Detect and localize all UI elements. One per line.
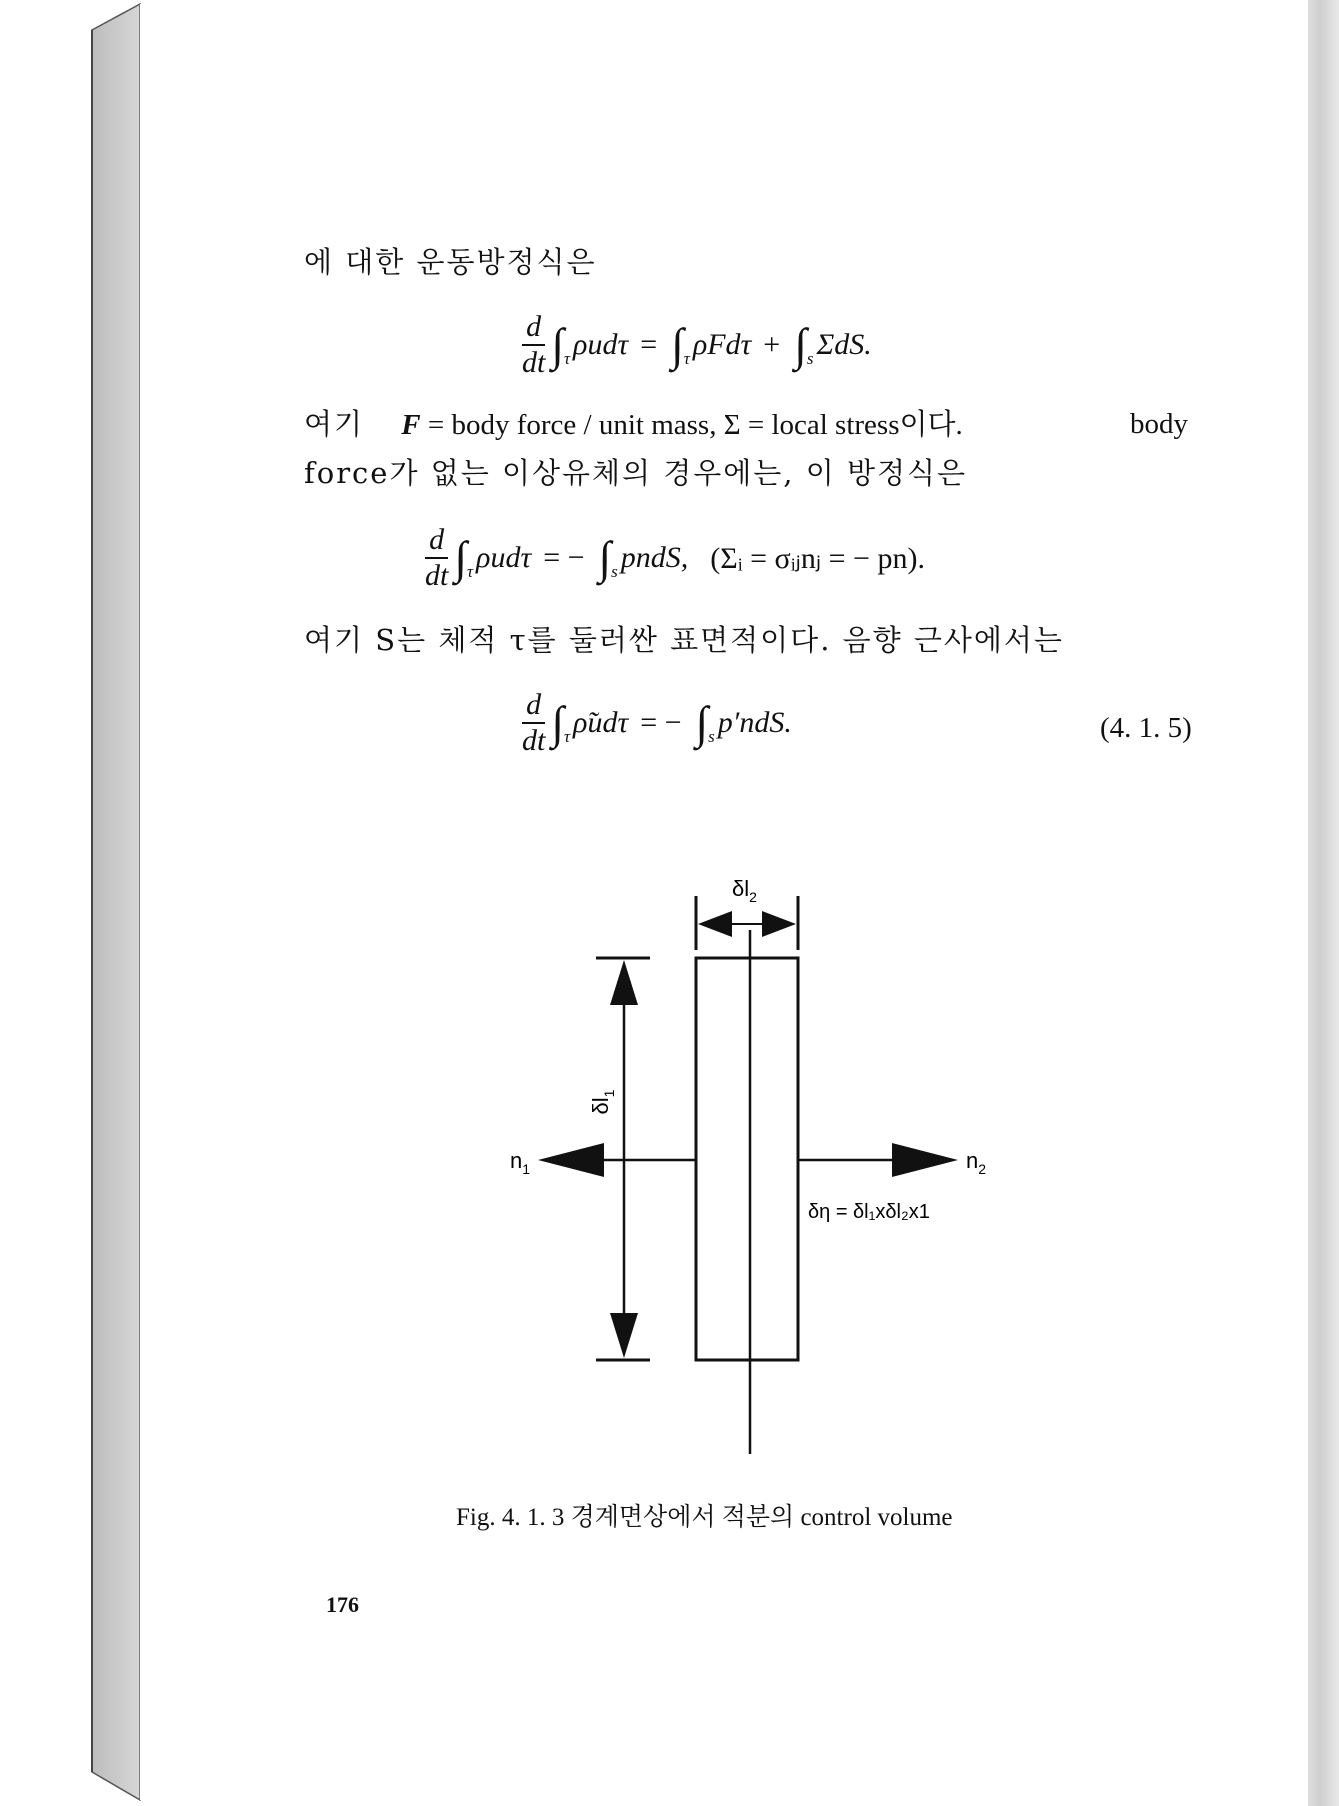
equation-number: (4. 1. 5) bbox=[1100, 712, 1192, 744]
n2-arrow bbox=[892, 1143, 958, 1177]
equation-momentum: $\frac{d}{dt}$ ∫ τ ρudτ = ∫ τ ρFdτ + ∫ s ΣdS. bbox=[522, 310, 872, 379]
volume-label: δη = δl₁xδl₂x1 bbox=[808, 1201, 930, 1223]
fraction-d-dt: $\frac{d}{dt}$ bbox=[425, 523, 449, 592]
delta-l2-arrow-left bbox=[698, 911, 732, 937]
page-number: 176 bbox=[326, 1592, 359, 1617]
equation-ideal-fluid: $\frac{d}{dt}$ ∫ τ ρudτ = − ∫ s pndS, (Σᵢ = σᵢⱼnⱼ = − pn). bbox=[425, 523, 925, 592]
control-volume-rect bbox=[696, 958, 798, 1360]
delta-l1-label bbox=[588, 1089, 617, 1114]
intro-line: 에 대한 운동방정식은 bbox=[304, 245, 597, 279]
n2-label: $n_2$ bbox=[966, 1148, 987, 1177]
delta-l1-arrow-down bbox=[610, 1313, 638, 1358]
surface-line: 여기 S는 체적 τ를 둘러싼 표면적이다. 음향 근사에서는 bbox=[304, 623, 1064, 657]
ideal-fluid-line: force가 없는 이상유체의 경우에는, 이 방정식은 bbox=[304, 456, 968, 490]
delta-l2-arrow-right bbox=[762, 911, 796, 937]
fraction-d-dt: $\frac{d}{dt}$ bbox=[522, 688, 546, 757]
equation-acoustic: $\frac{d}{dt}$ ∫ τ ρ̃udτ = − ∫ s p′ndS. bbox=[522, 688, 792, 757]
n1-label: $n_1$ bbox=[510, 1148, 531, 1177]
definition-line: 여기 F = body force / unit mass, Σ = local stress이다. bbox=[304, 407, 963, 441]
definition-line-end: body bbox=[1130, 408, 1188, 440]
delta-l1-arrow-up bbox=[610, 960, 638, 1005]
svg-text:δl1: $\delta l_1$ bbox=[588, 1089, 617, 1115]
n1-arrow bbox=[538, 1143, 604, 1177]
page-edge-shadow bbox=[1308, 0, 1339, 1806]
control-volume-figure bbox=[500, 880, 1000, 1460]
fraction-d-dt: $\frac{d}{dt}$ bbox=[522, 310, 546, 379]
book-spine bbox=[0, 0, 160, 1806]
delta-l2-label: $\delta l_2$ bbox=[732, 880, 757, 905]
figure-caption: Fig. 4. 1. 3 경계면상에서 적분의 control volume bbox=[456, 1504, 953, 1531]
